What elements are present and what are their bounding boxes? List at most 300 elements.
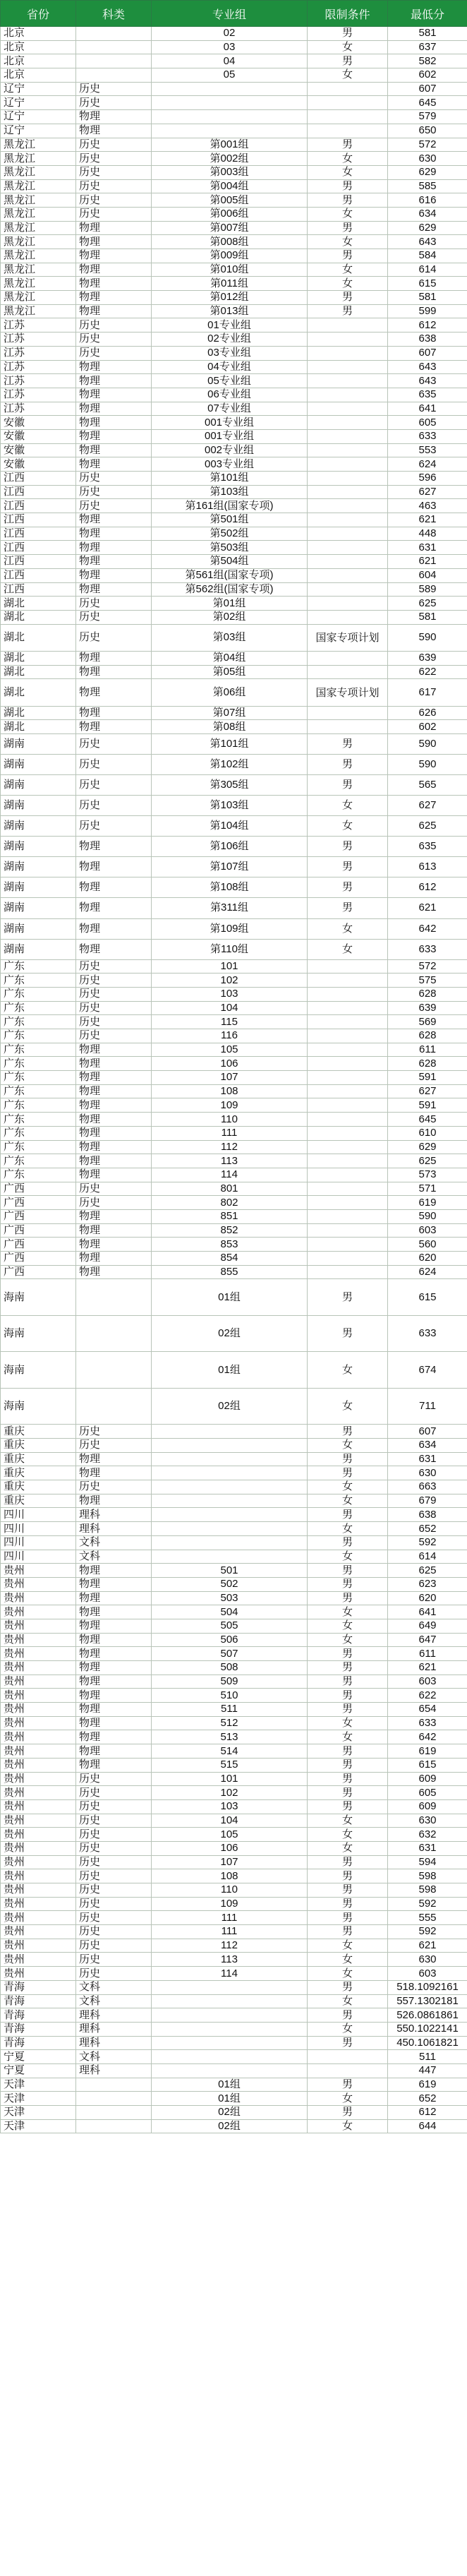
- cell-restriction: [308, 1001, 388, 1015]
- cell-restriction: 女: [308, 1953, 388, 1967]
- cell-province: 广东: [1, 1113, 76, 1127]
- cell-restriction: 男: [308, 1661, 388, 1675]
- cell-min-score: 609: [388, 1772, 467, 1786]
- cell-group: 854: [152, 1252, 308, 1266]
- table-row: [1, 165, 467, 179]
- cell-restriction: [308, 987, 388, 1001]
- cell-province: 湖北: [1, 624, 76, 651]
- cell-group: 108: [152, 1869, 308, 1883]
- cell-province: 贵州: [1, 1814, 76, 1828]
- table-row: [1, 1980, 467, 1994]
- table-row: [1, 796, 467, 816]
- cell-province: 贵州: [1, 1661, 76, 1675]
- cell-min-score: 584: [388, 249, 467, 263]
- cell-province: 辽宁: [1, 124, 76, 138]
- cell-province: 贵州: [1, 1772, 76, 1786]
- table-row: [1, 1689, 467, 1703]
- cell-province: 四川: [1, 1535, 76, 1550]
- cell-group: 03: [152, 40, 308, 54]
- cell-min-score: 625: [388, 816, 467, 837]
- cell-subject: 物理: [76, 1466, 152, 1480]
- cell-min-score: 621: [388, 1939, 467, 1953]
- table-row: [1, 665, 467, 679]
- cell-min-score: 649: [388, 1619, 467, 1633]
- cell-group: 515: [152, 1758, 308, 1772]
- cell-group: [152, 1508, 308, 1522]
- cell-min-score: 555: [388, 1911, 467, 1925]
- cell-group: 第007组: [152, 221, 308, 235]
- cell-province: 江西: [1, 582, 76, 597]
- cell-province: 天津: [1, 2106, 76, 2120]
- cell-restriction: 女: [308, 152, 388, 166]
- header-province: 省份: [1, 1, 76, 27]
- cell-restriction: 女: [308, 1605, 388, 1619]
- cell-subject: [76, 40, 152, 54]
- cell-subject: 历史: [76, 346, 152, 360]
- cell-group: 第006组: [152, 207, 308, 221]
- cell-restriction: 男: [308, 1855, 388, 1869]
- table-row: [1, 360, 467, 374]
- cell-min-score: 639: [388, 651, 467, 665]
- cell-subject: 历史: [76, 499, 152, 513]
- table-row: [1, 1911, 467, 1925]
- table-row: [1, 402, 467, 416]
- cell-restriction: 女: [308, 263, 388, 277]
- cell-group: 514: [152, 1744, 308, 1759]
- table-row: [1, 541, 467, 555]
- cell-subject: 历史: [76, 1828, 152, 1842]
- cell-subject: 物理: [76, 277, 152, 291]
- cell-subject: 历史: [76, 610, 152, 624]
- table-row: [1, 527, 467, 541]
- cell-group: [152, 2036, 308, 2050]
- cell-restriction: 男: [308, 1647, 388, 1661]
- cell-group: 第01组: [152, 597, 308, 611]
- cell-group: 02: [152, 27, 308, 41]
- cell-group: 第08组: [152, 720, 308, 734]
- cell-province: 湖北: [1, 665, 76, 679]
- cell-group: [152, 1466, 308, 1480]
- cell-group: 509: [152, 1675, 308, 1689]
- cell-subject: 文科: [76, 2050, 152, 2064]
- cell-restriction: [308, 82, 388, 96]
- cell-min-score: 450.1061821: [388, 2036, 467, 2050]
- cell-restriction: [308, 346, 388, 360]
- cell-group: 第013组: [152, 304, 308, 318]
- cell-restriction: 男: [308, 775, 388, 796]
- table-row: [1, 706, 467, 720]
- cell-province: 四川: [1, 1550, 76, 1564]
- cell-subject: 历史: [76, 1439, 152, 1453]
- cell-subject: 物理: [76, 837, 152, 857]
- header-row: [1, 1, 467, 27]
- table-row: [1, 110, 467, 124]
- cell-group: 507: [152, 1647, 308, 1661]
- cell-min-score: 643: [388, 360, 467, 374]
- cell-restriction: 女: [308, 2092, 388, 2106]
- cell-min-score: 526.0861861: [388, 2008, 467, 2023]
- cell-restriction: 男: [308, 1897, 388, 1911]
- cell-min-score: 603: [388, 1675, 467, 1689]
- cell-subject: 物理: [76, 568, 152, 582]
- table-row: [1, 1315, 467, 1351]
- cell-min-score: 612: [388, 2106, 467, 2120]
- cell-restriction: 女: [308, 1550, 388, 1564]
- cell-min-score: 553: [388, 443, 467, 457]
- cell-min-score: 642: [388, 918, 467, 939]
- table-row: [1, 96, 467, 110]
- table-row: [1, 2092, 467, 2106]
- cell-min-score: 619: [388, 2078, 467, 2092]
- cell-province: 湖北: [1, 610, 76, 624]
- table-row: [1, 1425, 467, 1439]
- table-row: [1, 1744, 467, 1759]
- cell-subject: 物理: [76, 221, 152, 235]
- cell-restriction: 女: [308, 1814, 388, 1828]
- cell-min-score: 615: [388, 1279, 467, 1315]
- cell-subject: 物理: [76, 939, 152, 959]
- table-row: [1, 1352, 467, 1388]
- cell-province: 四川: [1, 1522, 76, 1536]
- cell-subject: 物理: [76, 1661, 152, 1675]
- cell-province: 贵州: [1, 1786, 76, 1800]
- cell-min-score: 619: [388, 1744, 467, 1759]
- cell-province: 贵州: [1, 1828, 76, 1842]
- table-row: [1, 555, 467, 569]
- table-row: [1, 416, 467, 430]
- cell-group: 114: [152, 1967, 308, 1981]
- cell-province: 贵州: [1, 1953, 76, 1967]
- cell-subject: 历史: [76, 1425, 152, 1439]
- cell-restriction: 女: [308, 1633, 388, 1647]
- cell-group: 05: [152, 68, 308, 83]
- cell-restriction: 女: [308, 1619, 388, 1633]
- cell-group: [152, 2008, 308, 2023]
- table-row: [1, 597, 467, 611]
- cell-group: 103: [152, 1799, 308, 1814]
- cell-subject: 理科: [76, 2036, 152, 2050]
- cell-min-score: 610: [388, 1126, 467, 1140]
- cell-min-score: 627: [388, 1084, 467, 1098]
- cell-restriction: 男: [308, 1925, 388, 1939]
- cell-min-score: 633: [388, 939, 467, 959]
- cell-restriction: 国家专项计划: [308, 679, 388, 706]
- cell-province: 贵州: [1, 1897, 76, 1911]
- cell-group: 105: [152, 1043, 308, 1057]
- cell-subject: 物理: [76, 1084, 152, 1098]
- cell-province: 江苏: [1, 388, 76, 402]
- table-row: [1, 485, 467, 499]
- cell-subject: 物理: [76, 1647, 152, 1661]
- cell-restriction: [308, 429, 388, 443]
- cell-province: 湖南: [1, 877, 76, 898]
- cell-subject: 历史: [76, 1480, 152, 1494]
- cell-min-score: 602: [388, 720, 467, 734]
- cell-subject: 历史: [76, 333, 152, 347]
- cell-province: 贵州: [1, 1703, 76, 1717]
- cell-group: 第107组: [152, 857, 308, 877]
- cell-province: 湖北: [1, 679, 76, 706]
- cell-subject: 物理: [76, 1675, 152, 1689]
- table-row: [1, 1168, 467, 1182]
- table-row: [1, 1855, 467, 1869]
- cell-group: 103: [152, 987, 308, 1001]
- cell-group: 第561组(国家专项): [152, 568, 308, 582]
- cell-subject: 历史: [76, 1001, 152, 1015]
- cell-subject: 物理: [76, 513, 152, 527]
- cell-min-score: 635: [388, 388, 467, 402]
- table-row: [1, 679, 467, 706]
- table-row: [1, 898, 467, 918]
- cell-restriction: 男: [308, 1675, 388, 1689]
- cell-min-score: 575: [388, 974, 467, 988]
- cell-subject: 文科: [76, 1550, 152, 1564]
- cell-restriction: 男: [308, 1869, 388, 1883]
- cell-restriction: 男: [308, 54, 388, 68]
- cell-province: 黑龙江: [1, 235, 76, 249]
- cell-province: 青海: [1, 2036, 76, 2050]
- cell-restriction: [308, 974, 388, 988]
- cell-province: 广东: [1, 1029, 76, 1043]
- cell-province: 黑龙江: [1, 304, 76, 318]
- cell-province: 湖南: [1, 857, 76, 877]
- cell-subject: 物理: [76, 1252, 152, 1266]
- cell-restriction: 女: [308, 1994, 388, 2008]
- cell-restriction: 男: [308, 27, 388, 41]
- cell-min-score: 639: [388, 1001, 467, 1015]
- cell-restriction: [308, 457, 388, 472]
- cell-min-score: 592: [388, 1925, 467, 1939]
- cell-province: 广西: [1, 1252, 76, 1266]
- cell-min-score: 645: [388, 1113, 467, 1127]
- cell-restriction: 女: [308, 1730, 388, 1744]
- cell-province: 贵州: [1, 1605, 76, 1619]
- table-row: [1, 263, 467, 277]
- cell-subject: 物理: [76, 1619, 152, 1633]
- cell-subject: 历史: [76, 207, 152, 221]
- table-row: [1, 1279, 467, 1315]
- cell-group: 02专业组: [152, 333, 308, 347]
- cell-min-score: 607: [388, 1425, 467, 1439]
- cell-restriction: 男: [308, 2106, 388, 2120]
- cell-province: 贵州: [1, 1758, 76, 1772]
- table-row: [1, 1841, 467, 1855]
- table-row: [1, 624, 467, 651]
- cell-restriction: [308, 499, 388, 513]
- cell-restriction: [308, 1126, 388, 1140]
- cell-subject: 物理: [76, 898, 152, 918]
- cell-restriction: 男: [308, 1786, 388, 1800]
- table-row: [1, 1883, 467, 1898]
- cell-group: 第002组: [152, 152, 308, 166]
- table-body: [1, 27, 467, 2133]
- cell-group: 第108组: [152, 877, 308, 898]
- cell-subject: 物理: [76, 1758, 152, 1772]
- table-row: [1, 1953, 467, 1967]
- cell-province: 贵州: [1, 1591, 76, 1605]
- cell-restriction: 男: [308, 304, 388, 318]
- cell-min-score: 632: [388, 1828, 467, 1842]
- cell-min-score: 592: [388, 1535, 467, 1550]
- cell-group: 第502组: [152, 527, 308, 541]
- cell-min-score: 604: [388, 568, 467, 582]
- table-row: [1, 291, 467, 305]
- cell-restriction: 男: [308, 734, 388, 755]
- cell-subject: 物理: [76, 1452, 152, 1466]
- table-row: [1, 1661, 467, 1675]
- cell-restriction: 男: [308, 1883, 388, 1898]
- table-row: [1, 1799, 467, 1814]
- cell-province: 贵州: [1, 1675, 76, 1689]
- table-row: [1, 1564, 467, 1578]
- table-row: [1, 720, 467, 734]
- cell-subject: 历史: [76, 1814, 152, 1828]
- table-row: [1, 877, 467, 898]
- cell-group: 01组: [152, 2092, 308, 2106]
- cell-min-score: 589: [388, 582, 467, 597]
- cell-min-score: 614: [388, 1550, 467, 1564]
- cell-province: 湖南: [1, 898, 76, 918]
- cell-min-score: 581: [388, 27, 467, 41]
- table-row: [1, 27, 467, 41]
- table-row: [1, 974, 467, 988]
- cell-province: 青海: [1, 2008, 76, 2023]
- cell-min-score: 614: [388, 263, 467, 277]
- cell-group: 02组: [152, 2119, 308, 2133]
- cell-province: 广西: [1, 1265, 76, 1279]
- cell-restriction: 女: [308, 235, 388, 249]
- cell-restriction: 男: [308, 249, 388, 263]
- cell-subject: 历史: [76, 987, 152, 1001]
- cell-subject: 物理: [76, 582, 152, 597]
- cell-min-score: 628: [388, 987, 467, 1001]
- cell-subject: 理科: [76, 1508, 152, 1522]
- cell-province: 青海: [1, 1994, 76, 2008]
- cell-restriction: 男: [308, 193, 388, 208]
- cell-subject: 历史: [76, 1772, 152, 1786]
- cell-province: 辽宁: [1, 96, 76, 110]
- cell-min-score: 612: [388, 318, 467, 333]
- cell-group: 第02组: [152, 610, 308, 624]
- cell-group: 第311组: [152, 898, 308, 918]
- cell-restriction: 女: [308, 1828, 388, 1842]
- cell-min-score: 572: [388, 959, 467, 974]
- cell-subject: 历史: [76, 1883, 152, 1898]
- cell-min-score: 652: [388, 2092, 467, 2106]
- cell-restriction: [308, 2050, 388, 2064]
- cell-subject: 物理: [76, 1591, 152, 1605]
- cell-subject: 物理: [76, 1494, 152, 1508]
- cell-restriction: 男: [308, 1279, 388, 1315]
- cell-min-score: 581: [388, 610, 467, 624]
- cell-province: 贵州: [1, 1855, 76, 1869]
- table-row: [1, 2106, 467, 2120]
- cell-min-score: 611: [388, 1647, 467, 1661]
- cell-subject: 物理: [76, 1154, 152, 1168]
- table-row: [1, 1252, 467, 1266]
- cell-group: 第005组: [152, 193, 308, 208]
- cell-province: 广东: [1, 974, 76, 988]
- cell-subject: 历史: [76, 755, 152, 775]
- cell-province: 湖南: [1, 796, 76, 816]
- cell-province: 广东: [1, 1154, 76, 1168]
- cell-subject: 物理: [76, 416, 152, 430]
- cell-min-score: 590: [388, 734, 467, 755]
- table-row: [1, 1550, 467, 1564]
- cell-min-score: 616: [388, 193, 467, 208]
- cell-min-score: 605: [388, 1786, 467, 1800]
- cell-restriction: 女: [308, 1939, 388, 1953]
- cell-group: 第106组: [152, 837, 308, 857]
- cell-restriction: 女: [308, 2022, 388, 2036]
- cell-restriction: [308, 485, 388, 499]
- cell-restriction: [308, 1015, 388, 1029]
- cell-subject: 理科: [76, 2063, 152, 2078]
- table-row: [1, 1098, 467, 1113]
- cell-group: 115: [152, 1015, 308, 1029]
- table-row: [1, 1265, 467, 1279]
- table-row: [1, 235, 467, 249]
- cell-province: 黑龙江: [1, 207, 76, 221]
- table-row: [1, 734, 467, 755]
- cell-restriction: 男: [308, 2036, 388, 2050]
- cell-province: 江苏: [1, 318, 76, 333]
- cell-subject: 历史: [76, 775, 152, 796]
- cell-min-score: 629: [388, 165, 467, 179]
- table-row: [1, 179, 467, 193]
- cell-province: 海南: [1, 1388, 76, 1424]
- cell-province: 辽宁: [1, 82, 76, 96]
- table-row: [1, 1015, 467, 1029]
- table-row: [1, 388, 467, 402]
- cell-group: [152, 1425, 308, 1439]
- cell-group: 第011组: [152, 277, 308, 291]
- cell-group: [152, 1994, 308, 2008]
- cell-group: 01组: [152, 1279, 308, 1315]
- cell-province: 湖南: [1, 816, 76, 837]
- cell-province: 宁夏: [1, 2063, 76, 2078]
- cell-group: [152, 2022, 308, 2036]
- cell-subject: 历史: [76, 318, 152, 333]
- cell-province: 湖南: [1, 918, 76, 939]
- cell-province: 重庆: [1, 1425, 76, 1439]
- cell-group: 第504组: [152, 555, 308, 569]
- cell-group: 第501组: [152, 513, 308, 527]
- cell-group: 513: [152, 1730, 308, 1744]
- cell-restriction: 女: [308, 1494, 388, 1508]
- cell-province: 江苏: [1, 374, 76, 388]
- cell-min-score: 585: [388, 179, 467, 193]
- cell-restriction: 女: [308, 68, 388, 83]
- table-row: [1, 152, 467, 166]
- table-row: [1, 1029, 467, 1043]
- table-row: [1, 1140, 467, 1154]
- cell-min-score: 630: [388, 152, 467, 166]
- table-row: [1, 1647, 467, 1661]
- cell-min-score: 633: [388, 1315, 467, 1351]
- cell-group: [152, 1439, 308, 1453]
- cell-province: 广东: [1, 1140, 76, 1154]
- cell-group: 第04组: [152, 651, 308, 665]
- cell-subject: 物理: [76, 1057, 152, 1071]
- cell-min-score: 627: [388, 796, 467, 816]
- cell-min-score: 638: [388, 333, 467, 347]
- table-row: [1, 249, 467, 263]
- cell-restriction: [308, 568, 388, 582]
- cell-province: 江苏: [1, 333, 76, 347]
- cell-restriction: [308, 1113, 388, 1127]
- cell-province: 贵州: [1, 1633, 76, 1647]
